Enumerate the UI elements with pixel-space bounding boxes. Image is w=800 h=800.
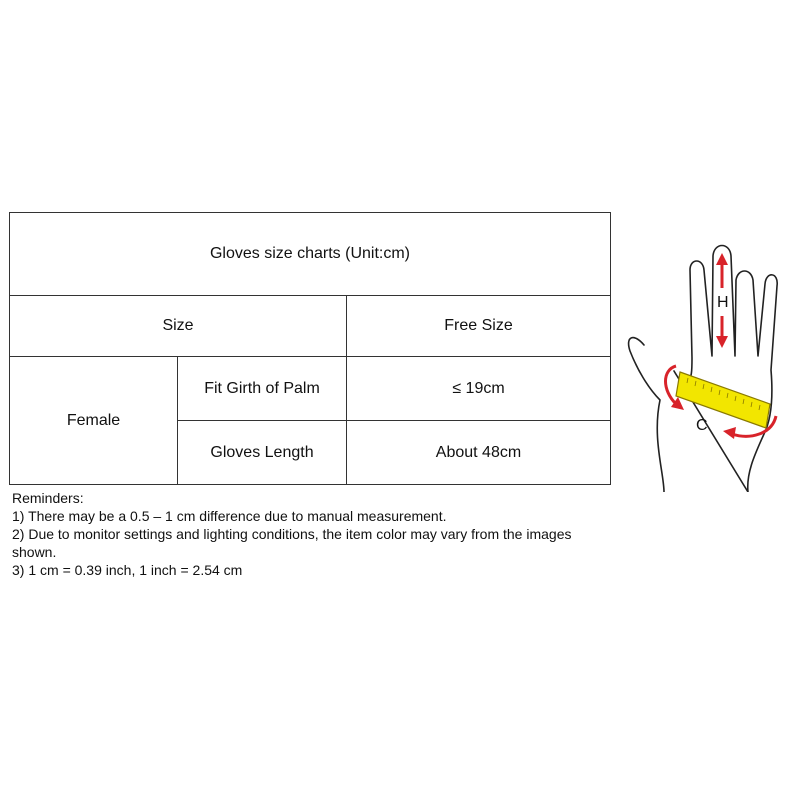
gloves-length-value: About 48cm [347, 421, 611, 485]
female-label: Female [10, 357, 178, 485]
size-header-label: Size [10, 296, 347, 357]
measuring-tape-icon [676, 372, 770, 428]
reminder-item: 2) Due to monitor settings and lighting conditions, the item color may vary from the images shown. [12, 526, 572, 560]
reminder-item: 3) 1 cm = 0.39 inch, 1 inch = 2.54 cm [12, 562, 243, 578]
table-title: Gloves size charts (Unit:cm) [10, 213, 611, 296]
reminders-heading: Reminders: [12, 490, 84, 506]
reminder-item: 1) There may be a 0.5 – 1 cm difference due to manual measurement. [12, 508, 447, 524]
hand-measurement-diagram [622, 238, 794, 492]
size-chart-table [9, 212, 611, 485]
palm-girth-label: Fit Girth of Palm [178, 357, 347, 421]
gloves-length-label: Gloves Length [178, 421, 347, 485]
height-label: H [717, 294, 729, 311]
girth-label: C [696, 417, 708, 434]
reminders-section [12, 489, 612, 579]
palm-girth-value: ≤ 19cm [347, 357, 611, 421]
hand-outline-icon [629, 246, 778, 493]
size-header-value: Free Size [347, 296, 611, 357]
